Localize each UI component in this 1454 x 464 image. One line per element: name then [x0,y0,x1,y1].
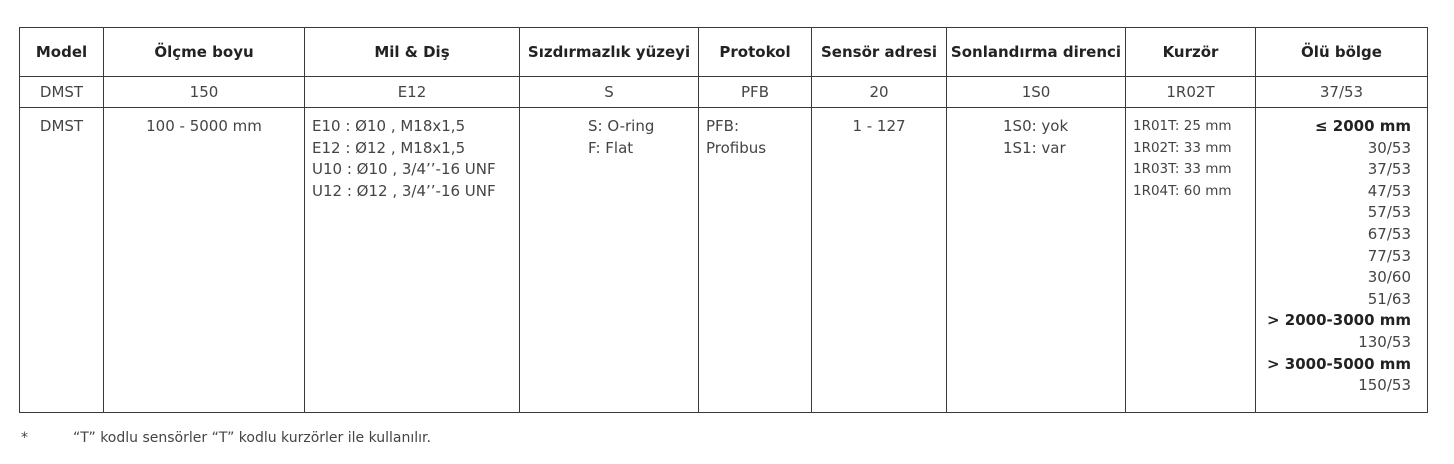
options-sonlandirma [947,108,1126,413]
example-olu-bolge: 37/53 [1256,77,1428,108]
header-olu-bolge: Ölü bölge [1256,28,1428,77]
olu-bolge-item: 57/53 [1367,203,1411,222]
sonlandirma-option: 1S0: yok [1003,117,1069,135]
footnote-marker: * [21,430,28,446]
mil-dis-option: E12 : Ø12 , M18x1,5 [312,138,466,157]
protokol-option: Profibus [706,138,767,157]
sizdirmazlik-option: F: Flat [588,138,634,157]
header-row [20,28,1428,77]
options-olcme-boyu: 100 - 5000 mm [104,108,305,413]
options-olu-bolge [1256,108,1428,413]
header-protokol: Protokol [699,28,812,77]
olu-bolge-item: 47/53 [1367,181,1411,200]
kurzor-option: 1R02T: 33 mm [1133,139,1232,156]
example-sizdirmazlik: S [520,77,699,108]
olu-bolge-item: 130/53 [1358,332,1411,351]
olu-bolge-item: 77/53 [1367,246,1411,265]
protokol-option: PFB: [706,117,740,135]
example-kurzor: 1R02T [1126,77,1256,108]
footnote [21,430,431,446]
mil-dis-option: U12 : Ø12 , 3/4’’-16 UNF [312,181,496,200]
footnote-text: “T” kodlu sensörler “T” kodlu kurzörler ile kullanılır. [73,430,431,446]
options-model: DMST [20,108,104,413]
options-row [20,108,1428,413]
mil-dis-option: E10 : Ø10 , M18x1,5 [312,117,466,135]
options-protokol [699,108,812,413]
olu-bolge-item: 150/53 [1358,376,1411,395]
example-sonlandirma: 1S0 [947,77,1126,108]
olu-bolge-item: > 3000-5000 mm [1267,354,1411,373]
olu-bolge-item: 30/60 [1367,268,1411,287]
header-mil-dis: Mil & Diş [305,28,520,77]
header-kurzor: Kurzör [1126,28,1256,77]
olu-bolge-item: 51/63 [1367,289,1411,308]
kurzor-option: 1R01T: 25 mm [1133,118,1232,134]
example-protokol: PFB [699,77,812,108]
mil-dis-option: U10 : Ø10 , 3/4’’-16 UNF [312,160,496,179]
header-sizdirmazlik: Sızdırmazlık yüzeyi [520,28,699,77]
options-kurzor [1126,108,1256,413]
example-row [20,77,1428,108]
example-olcme-boyu: 150 [104,77,305,108]
example-sensor-adresi: 20 [812,77,947,108]
ordering-code-table [19,27,1428,413]
olu-bolge-item: 67/53 [1367,224,1411,243]
example-mil-dis: E12 [305,77,520,108]
kurzor-option: 1R03T: 33 mm [1133,161,1232,178]
olu-bolge-item: 37/53 [1367,160,1411,179]
header-sensor-adresi: Sensör adresi [812,28,947,77]
sonlandirma-option: 1S1: var [1003,138,1066,157]
olu-bolge-item: > 2000-3000 mm [1267,311,1411,330]
kurzor-option: 1R04T: 60 mm [1133,182,1232,199]
header-sonlandirma: Sonlandırma direnci [947,28,1126,77]
options-mil-dis [305,108,520,413]
sizdirmazlik-option: S: O-ring [588,117,655,135]
header-model: Model [20,28,104,77]
olu-bolge-item: ≤ 2000 mm [1314,117,1411,135]
olu-bolge-item: 30/53 [1367,138,1411,157]
header-olcme-boyu: Ölçme boyu [104,28,305,77]
options-sizdirmazlik [520,108,699,413]
example-model: DMST [20,77,104,108]
options-sensor-adresi: 1 - 127 [812,108,947,413]
